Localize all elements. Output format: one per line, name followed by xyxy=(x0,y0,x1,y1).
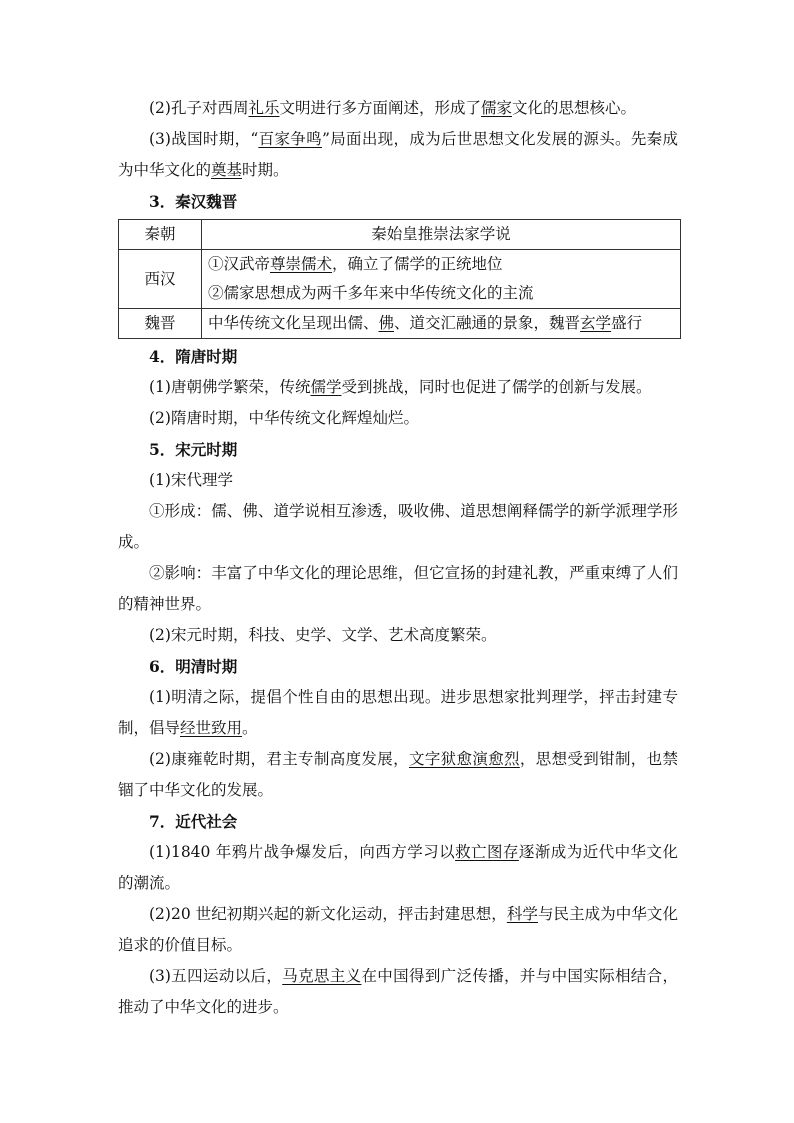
text: (2)孔子对西周 xyxy=(149,99,249,117)
dynasty-table xyxy=(118,219,681,339)
text: (1)明清之际，提倡个性自由的思想出现。进步思想家批判理学，抨击封建专制，倡导 xyxy=(118,688,678,737)
paragraph: (2)宋元时期，科技、史学、文学、艺术高度繁荣。 xyxy=(149,626,497,644)
paragraph xyxy=(118,372,678,403)
paragraph xyxy=(118,837,678,899)
text: 。 xyxy=(242,719,258,737)
paragraph xyxy=(118,961,678,1023)
table-line: ②儒家思想成为两千多年来中华传统文化的主流 xyxy=(208,284,534,302)
underlined-term: 经世致用 xyxy=(180,719,243,737)
paragraph xyxy=(118,682,678,744)
underlined-term: 救亡图存 xyxy=(455,843,519,861)
underlined-term: 礼乐 xyxy=(248,99,280,117)
text: 盛行 xyxy=(611,314,643,332)
section-heading-ming-qing: 6．明清时期 xyxy=(149,657,238,676)
table-cell-content xyxy=(202,309,681,339)
paragraph xyxy=(118,744,678,806)
underlined-term: 儒学 xyxy=(310,378,342,396)
text: 与民主成为中华文化追求的价值目标。 xyxy=(118,905,678,954)
paragraph xyxy=(118,899,678,961)
underlined-term: 佛 xyxy=(378,314,395,332)
underlined-term: 儒家 xyxy=(481,99,513,117)
paragraph: ②影响：丰富了中华文化的理论思维，但它宣扬的封建礼教，严重束缚了人们的精神世界。 xyxy=(118,564,678,613)
paragraph: (2)隋唐时期，中华传统文化辉煌灿烂。 xyxy=(149,409,419,427)
table-cell-era: 魏晋 xyxy=(119,309,202,339)
table-row xyxy=(119,309,681,339)
table-cell-content xyxy=(202,250,681,309)
text: 逐渐成为近代中华文化的潮流。 xyxy=(118,843,678,892)
section-heading-modern: 7．近代社会 xyxy=(149,812,238,831)
text: ”局面出现，成为后世思想文化发展的源头。先秦成为中华文化的 xyxy=(118,130,678,179)
table-cell-era: 秦朝 xyxy=(119,220,202,250)
text: 时期。 xyxy=(242,161,289,179)
section-heading-song-yuan: 5．宋元时期 xyxy=(149,440,238,459)
text: 、道交汇融通的景象，魏晋 xyxy=(394,314,581,332)
paragraph-confucius xyxy=(118,93,678,124)
text: ①汉武帝 xyxy=(208,255,271,273)
underlined-term: 文字狱愈演愈烈 xyxy=(408,750,520,768)
underlined-term: 玄学 xyxy=(580,314,612,332)
text: 文化的思想核心。 xyxy=(512,99,637,117)
text: (1)唐朝佛学繁荣，传统 xyxy=(149,378,311,396)
document-page xyxy=(118,93,678,1023)
text: 在中国得到广泛传播，并与中国实际相结合，推动了中华文化的进步。 xyxy=(118,967,678,1016)
paragraph-warring-states xyxy=(118,124,678,186)
underlined-term: 百家争鸣 xyxy=(258,130,322,148)
text: 受到挑战，同时也促进了儒学的创新与发展。 xyxy=(341,378,652,396)
table-cell-era: 西汉 xyxy=(119,250,202,309)
table-row xyxy=(119,250,681,309)
table-cell-content: 秦始皇推崇法家学说 xyxy=(202,220,681,250)
underlined-term: 尊崇儒术 xyxy=(270,255,333,273)
underlined-term: 奠基 xyxy=(211,161,243,179)
text: (3)战国时期，“ xyxy=(149,130,259,148)
paragraph: ①形成：儒、佛、道学说相互渗透，吸收佛、道思想阐释儒学的新学派理学形成。 xyxy=(118,502,678,551)
section-heading-qin-han: 3．秦汉魏晋 xyxy=(149,192,238,211)
text: 文明进行多方面阐述，形成了 xyxy=(279,99,481,117)
text: 中华传统文化呈现出儒、 xyxy=(208,314,379,332)
paragraph: (1)宋代理学 xyxy=(149,471,233,489)
text: (3)五四运动以后， xyxy=(149,967,283,985)
section-heading-sui-tang: 4．隋唐时期 xyxy=(149,347,238,366)
text: (1)1840 年鸦片战争爆发后，向西方学习以 xyxy=(149,843,456,861)
text: (2)20 世纪初期兴起的新文化运动，抨击封建思想， xyxy=(149,905,507,923)
table-row xyxy=(119,220,681,250)
text: ，确立了儒学的正统地位 xyxy=(332,255,503,273)
underlined-term: 马克思主义 xyxy=(282,967,362,985)
text: ，思想受到钳制，也禁锢了中华文化的发展。 xyxy=(118,750,678,799)
text: (2)康雍乾时期，君主专制高度发展， xyxy=(149,750,409,768)
table-line xyxy=(208,250,674,279)
underlined-term: 科学 xyxy=(506,905,538,923)
